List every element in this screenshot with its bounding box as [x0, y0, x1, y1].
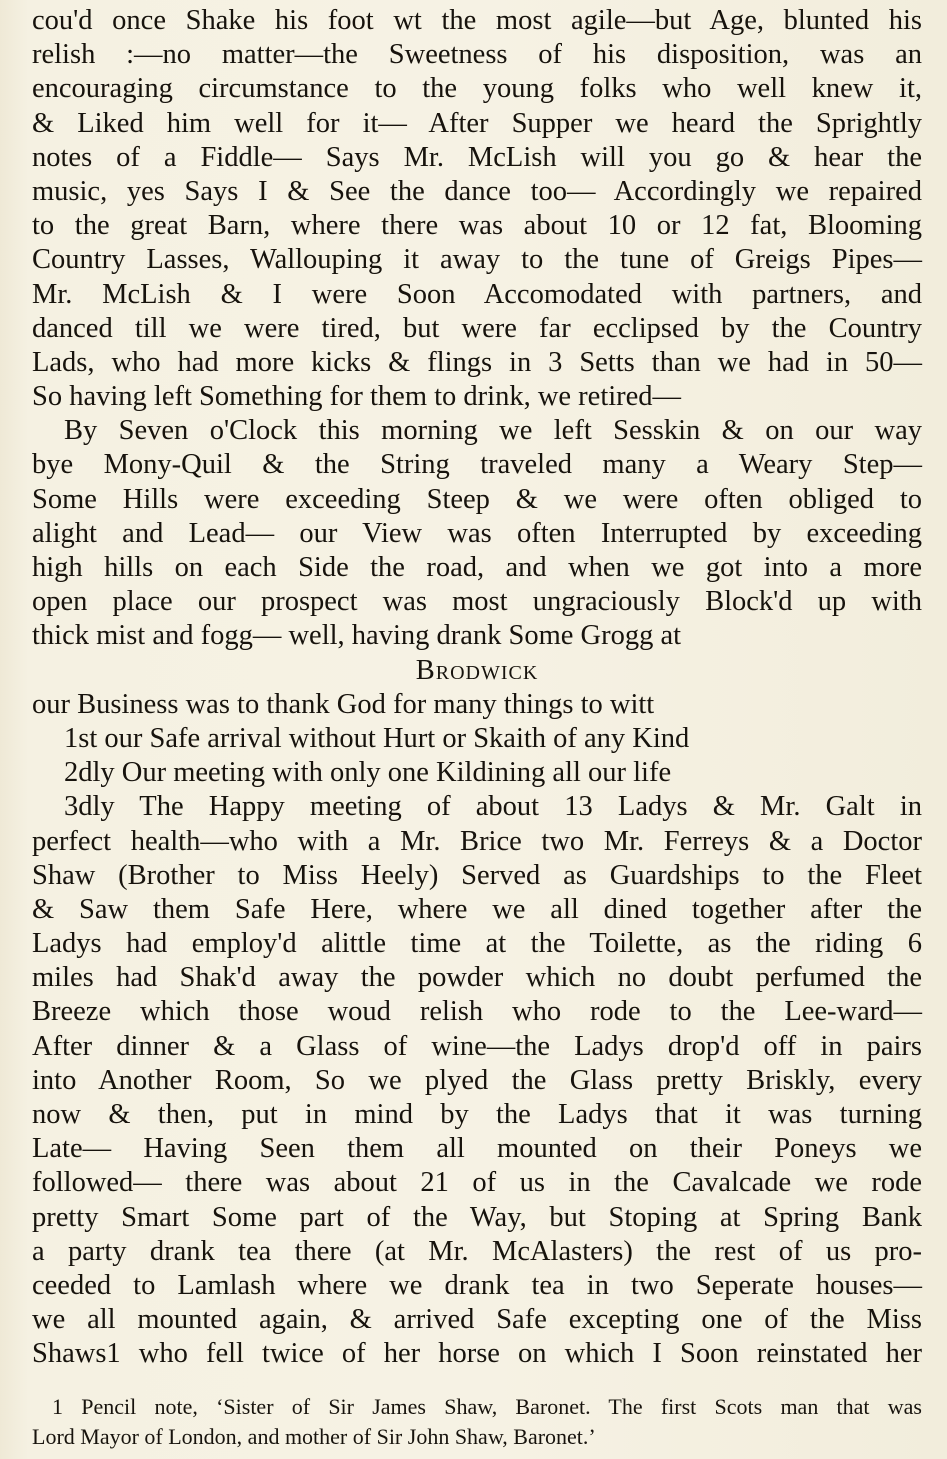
text-line: After dinner & a Glass of wine—the Ladys drop'd off in pairs [32, 1030, 922, 1062]
list-item: 3dly The Happy meeting of about 13 Ladys & Mr. Galt in [64, 791, 922, 823]
body-text [32, 4, 922, 1372]
text-line: Lads, who had more kicks & flings in 3 Setts than we had in 50— [32, 346, 922, 378]
text-line: ceeded to Lamlash where we drank tea in two Seperate houses— [32, 1269, 922, 1301]
text-line: open place our prospect was most ungraciously Block'd up with [32, 586, 922, 618]
text-line: relish :—no matter—the Sweetness of his disposition, was an [32, 39, 922, 71]
text-line: now & then, put in mind by the Ladys that it was turning [32, 1099, 922, 1130]
footnote [32, 1392, 922, 1452]
text-line: high hills on each Side the road, and when we got into a more [32, 552, 922, 583]
text-line: Ladys had employ'd alittle time at the Toilette, as the riding 6 [32, 928, 922, 960]
text-line: Mr. McLish & I were Soon Accomodated with partners, and [32, 278, 922, 310]
text-line: danced till we were tired, but were far ecclipsed by the Country [32, 312, 922, 344]
text-line: alight and Lead— our View was often Interrupted by exceeding [32, 517, 922, 549]
place-heading [32, 654, 922, 688]
list-item: 2dly Our meeting with only one Kildining all our life [64, 757, 672, 789]
text-line: Some Hills were exceeding Steep & we were often obliged to [32, 483, 922, 515]
text-line: Shaws1 who fell twice of her horse on which I Soon reinstated her [32, 1338, 922, 1370]
text-line: a party drank tea there (at Mr. McAlasters) the rest of us pro- [32, 1235, 922, 1267]
text-line: to the great Barn, where there was about 10 or 12 fat, Blooming [32, 210, 922, 242]
text-line: into Another Room, So we plyed the Glass pretty Briskly, every [32, 1064, 922, 1096]
text-line: encouraging circumstance to the young folks who well knew it, [32, 73, 922, 105]
text-line: Shaw (Brother to Miss Heely) Served as Guardships to the Fleet [32, 859, 922, 891]
paragraph-start-line: By Seven o'Clock this morning we left Sesskin & on our way [64, 415, 922, 447]
text-line: Breeze which those woud relish who rode to the Lee-ward— [32, 996, 922, 1028]
text-line: miles had Shak'd away the powder which no doubt perfumed the [32, 962, 922, 994]
place-heading-text: Brodwick [415, 654, 539, 686]
footnote-line: 1 Pencil note, ‘Sister of Sir James Shaw, Baronet. The first Scots man that was [52, 1394, 922, 1419]
text-line: Country Lasses, Wallouping it away to the tune of Greigs Pipes— [32, 244, 922, 276]
text-line: followed— there was about 21 of us in the Cavalcade we rode [32, 1167, 922, 1199]
text-line: bye Mony-Quil & the String traveled many a Weary Step— [32, 449, 922, 481]
text-line: & Liked him well for it— After Supper we heard the Sprightly [32, 107, 922, 139]
list-item: 1st our Safe arrival without Hurt or Skaith of any Kind [64, 722, 690, 754]
text-line: pretty Smart Some part of the Way, but Stoping at Spring Bank [32, 1201, 922, 1233]
text-line: Late— Having Seen them all mounted on their Poneys we [32, 1133, 922, 1165]
text-line: music, yes Says I & See the dance too— Accordingly we repaired [32, 175, 922, 207]
footnote-line: Lord Mayor of London, and mother of Sir John Shaw, Baronet.’ [32, 1424, 596, 1449]
text-line: notes of a Fiddle— Says Mr. McLish will you go & hear the [32, 141, 922, 173]
text-line: perfect health—who with a Mr. Brice two Mr. Ferreys & a Doctor [32, 825, 922, 857]
text-line: our Business was to thank God for many things to witt [32, 688, 655, 720]
text-line: cou'd once Shake his foot wt the most agile—but Age, blunted his [32, 5, 922, 36]
text-line: So having left Something for them to drink, we retired— [32, 381, 682, 413]
text-line: & Saw them Safe Here, where we all dined together after the [32, 893, 922, 925]
text-line: thick mist and fogg— well, having drank Some Grogg at [32, 620, 682, 652]
text-line: we all mounted again, & arrived Safe excepting one of the Miss [32, 1304, 922, 1336]
